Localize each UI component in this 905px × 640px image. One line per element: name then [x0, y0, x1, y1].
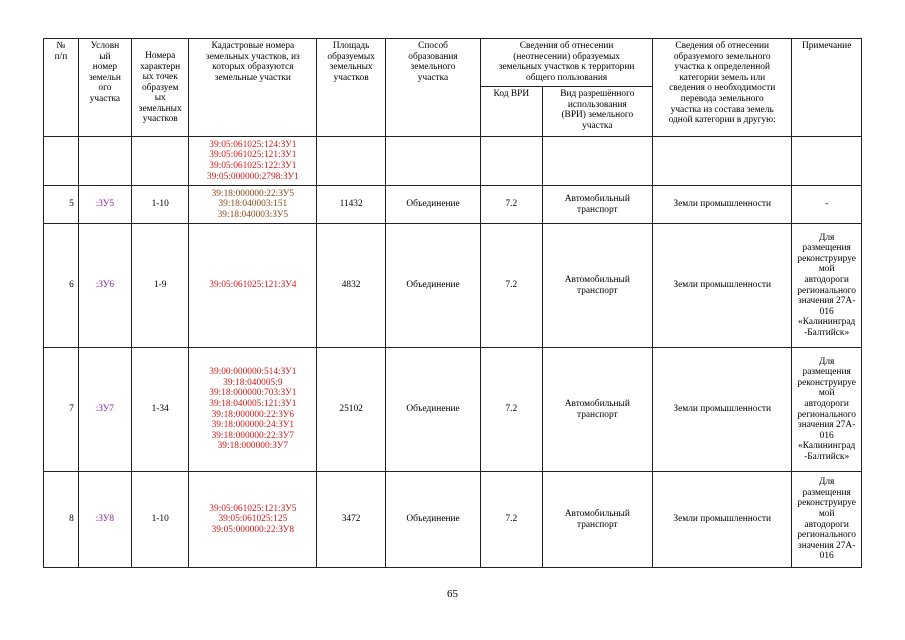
row-conditional-number: :ЗУ8: [78, 472, 131, 568]
row-vri-name: Автомобильный транспорт: [542, 186, 653, 224]
row-conditional-number: :ЗУ7: [78, 348, 131, 472]
row-category: Земли промышленности: [653, 348, 792, 472]
row-area: 4832: [317, 224, 386, 348]
header-num: № п/п: [44, 39, 79, 137]
row-vri-code: 7.2: [481, 472, 542, 568]
header-category: Сведения об отнесении образуемого земельного участка к определенной категории земель или сведения о необходимости перевода земельного участка из состава земель одной категории в другую:: [653, 39, 792, 137]
row-note: Для размещения реконструируе мой автодороги регионального значения 27А- 016 «Калининград -Балтийск»: [792, 348, 862, 472]
row-vri-code: 7.2: [481, 186, 542, 224]
header-points: Номера характерн ых точек образуем ых земельных участков: [132, 39, 189, 137]
cadastral-cell: 39:18:000000:22:ЗУ5 39:18:040003:151 39:18:040003:ЗУ5: [189, 186, 317, 224]
header-vri-group: Сведения об отнесении (неотнесении) образуемых земельных участков к территории общего пользования: [481, 39, 653, 87]
table-row: [44, 348, 862, 472]
cadastral-cell: 39:00:000000:514:ЗУ1 39:18:040005:9 39:18:000000:703:ЗУ1 39:18:040005:121:ЗУ1 39:18:000000:22:ЗУ6 39:18:000000:24:ЗУ1 39:18:000000:22:ЗУ7 39:18:000000:ЗУ7: [189, 348, 317, 472]
row-category: Земли промышленности: [653, 224, 792, 348]
row-points: 1-9: [132, 224, 189, 348]
header-note: Примечание: [792, 39, 862, 137]
row-vri-name: Автомобильный транспорт: [542, 348, 653, 472]
row-area: 3472: [317, 472, 386, 568]
cadastral-cell: 39:05:061025:121:ЗУ5 39:05:061025:125 39:05:000000:22:ЗУ8: [189, 472, 317, 568]
header-vri-code: Код ВРИ: [481, 87, 542, 137]
header-vri-name: Вид разрешённого использования (ВРИ) земельного участка: [542, 87, 653, 137]
table-row: [44, 472, 862, 568]
table-row: [44, 186, 862, 224]
cadastral-cell: 39:05:061025:121:ЗУ4: [189, 224, 317, 348]
row-num: 5: [44, 186, 79, 224]
row-num: 8: [44, 472, 79, 568]
row-vri-code: 7.2: [481, 224, 542, 348]
table-row: [44, 224, 862, 348]
row-area: 11432: [317, 186, 386, 224]
header-conditional-number: Условн ый номер земельн ого участка: [78, 39, 131, 137]
row-points: 1-10: [132, 472, 189, 568]
row-vri-name: Автомобильный транспорт: [542, 472, 653, 568]
row-category: Земли промышленности: [653, 472, 792, 568]
land-plots-table: [43, 38, 862, 568]
row-points: 1-34: [132, 348, 189, 472]
row-category: Земли промышленности: [653, 186, 792, 224]
header-area: Площадь образуемых земельных участков: [317, 39, 386, 137]
header-cadastral: Кадастровые номера земельных участков, из которых образуются земельные участки: [189, 39, 317, 137]
row-note: Для размещения реконструируе мой автодороги регионального значения 27А- 016 «Калининград -Балтийск»: [792, 224, 862, 348]
header-method: Способ образования земельного участка: [385, 39, 480, 137]
row-note: -: [792, 186, 862, 224]
row-note: Для размещения реконструируе мой автодороги регионального значения 27А- 016: [792, 472, 862, 568]
row-conditional-number: :ЗУ5: [78, 186, 131, 224]
row-area: 25102: [317, 348, 386, 472]
row-method: Объединение: [385, 224, 480, 348]
cadastral-cell: 39:05:061025:124:ЗУ1 39:05:061025:121:ЗУ1 39:05:061025:122:ЗУ1 39:05:000000:2798:ЗУ1: [189, 137, 317, 186]
table-row-continuation: [44, 137, 862, 186]
row-method: Объединение: [385, 186, 480, 224]
page-number: 65: [447, 588, 458, 600]
row-method: Объединение: [385, 472, 480, 568]
row-vri-name: Автомобильный транспорт: [542, 224, 653, 348]
row-num: 6: [44, 224, 79, 348]
row-num: 7: [44, 348, 79, 472]
row-conditional-number: :ЗУ6: [78, 224, 131, 348]
row-points: 1-10: [132, 186, 189, 224]
row-method: Объединение: [385, 348, 480, 472]
row-vri-code: 7.2: [481, 348, 542, 472]
